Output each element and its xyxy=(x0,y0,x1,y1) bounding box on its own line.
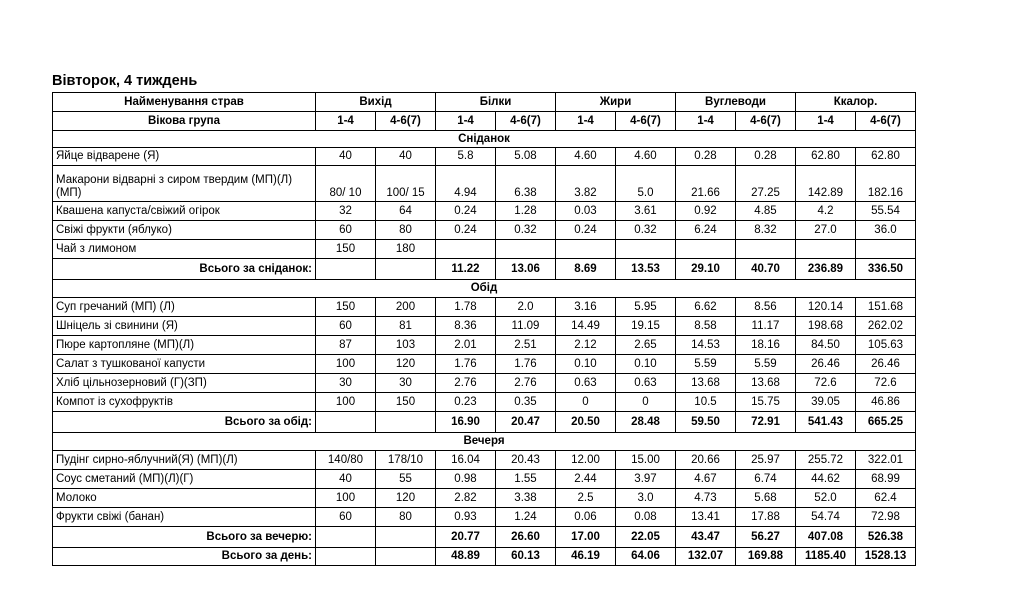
table-row xyxy=(53,470,916,489)
section-total-value: 16.90 xyxy=(436,412,496,433)
dish-value: 11.17 xyxy=(736,317,796,336)
dish-value: 80/ 10 xyxy=(316,166,376,202)
dish-value: 0.92 xyxy=(676,202,736,221)
dish-value: 52.0 xyxy=(796,489,856,508)
dish-value: 21.66 xyxy=(676,166,736,202)
dish-value: 62.80 xyxy=(856,148,916,166)
section-title: Сніданок xyxy=(53,131,916,148)
dish-value: 0.28 xyxy=(736,148,796,166)
section-total-value xyxy=(316,412,376,433)
age-group-col: 1-4 xyxy=(316,112,376,131)
age-group-col: 4-6(7) xyxy=(376,112,436,131)
table-row xyxy=(53,336,916,355)
section-total-row xyxy=(53,412,916,433)
dish-value: 6.24 xyxy=(676,221,736,240)
dish-value: 2.82 xyxy=(436,489,496,508)
dish-value: 60 xyxy=(316,221,376,240)
dish-value xyxy=(496,240,556,259)
header-dish-name: Найменування страв xyxy=(53,93,316,112)
section-total-row xyxy=(53,527,916,548)
dish-value: 32 xyxy=(316,202,376,221)
table-row xyxy=(53,148,916,166)
dish-value xyxy=(856,240,916,259)
dish-value: 12.00 xyxy=(556,451,616,470)
day-total-value: 169.88 xyxy=(736,548,796,566)
dish-value: 30 xyxy=(316,374,376,393)
day-total-row xyxy=(53,548,916,566)
dish-value: 150 xyxy=(376,393,436,412)
menu-table xyxy=(52,92,916,566)
dish-value: 1.28 xyxy=(496,202,556,221)
dish-value: 25.97 xyxy=(736,451,796,470)
dish-value: 105.63 xyxy=(856,336,916,355)
dish-value: 46.86 xyxy=(856,393,916,412)
dish-value: 26.46 xyxy=(796,355,856,374)
dish-value: 0 xyxy=(556,393,616,412)
dish-value: 0.23 xyxy=(436,393,496,412)
section-total-label: Всього за вечерю: xyxy=(53,527,316,548)
dish-name: Суп гречаний (МП) (Л) xyxy=(53,298,316,317)
dish-value: 0.24 xyxy=(436,221,496,240)
dish-value: 0.98 xyxy=(436,470,496,489)
dish-name: Квашена капуста/свіжий огірок xyxy=(53,202,316,221)
dish-name: Чай з лимоном xyxy=(53,240,316,259)
dish-value: 262.02 xyxy=(856,317,916,336)
dish-value: 4.94 xyxy=(436,166,496,202)
table-row xyxy=(53,374,916,393)
dish-value: 72.6 xyxy=(856,374,916,393)
age-group-col: 1-4 xyxy=(676,112,736,131)
dish-value: 8.58 xyxy=(676,317,736,336)
day-total-value: 64.06 xyxy=(616,548,676,566)
table-row xyxy=(53,221,916,240)
dish-value: 68.99 xyxy=(856,470,916,489)
dish-value: 5.08 xyxy=(496,148,556,166)
dish-value xyxy=(436,240,496,259)
table-row xyxy=(53,451,916,470)
day-total-value: 1528.13 xyxy=(856,548,916,566)
dish-value: 182.16 xyxy=(856,166,916,202)
dish-value: 1.55 xyxy=(496,470,556,489)
dish-value: 4.60 xyxy=(616,148,676,166)
dish-value: 0.93 xyxy=(436,508,496,527)
table-row xyxy=(53,166,916,202)
dish-value: 6.62 xyxy=(676,298,736,317)
dish-value: 1.76 xyxy=(496,355,556,374)
section-total-value: 236.89 xyxy=(796,259,856,280)
section-title-row xyxy=(53,131,916,148)
table-row xyxy=(53,489,916,508)
day-total-value: 60.13 xyxy=(496,548,556,566)
dish-value: 150 xyxy=(316,240,376,259)
section-title-row xyxy=(53,280,916,298)
dish-value: 4.2 xyxy=(796,202,856,221)
dish-value: 0 xyxy=(616,393,676,412)
dish-value: 2.12 xyxy=(556,336,616,355)
dish-value: 55 xyxy=(376,470,436,489)
dish-value: 16.04 xyxy=(436,451,496,470)
section-total-value: 40.70 xyxy=(736,259,796,280)
day-total-label: Всього за день: xyxy=(53,548,316,566)
section-total-value xyxy=(316,259,376,280)
dish-value: 100 xyxy=(316,393,376,412)
section-total-value: 407.08 xyxy=(796,527,856,548)
dish-name: Яйце відварене (Я) xyxy=(53,148,316,166)
dish-value: 6.38 xyxy=(496,166,556,202)
dish-value: 2.44 xyxy=(556,470,616,489)
dish-value: 4.67 xyxy=(676,470,736,489)
dish-value: 10.5 xyxy=(676,393,736,412)
dish-value: 54.74 xyxy=(796,508,856,527)
table-row xyxy=(53,298,916,317)
dish-value: 40 xyxy=(316,148,376,166)
dish-value: 0.10 xyxy=(556,355,616,374)
age-group-col: 4-6(7) xyxy=(736,112,796,131)
dish-value: 180 xyxy=(376,240,436,259)
dish-value: 60 xyxy=(316,317,376,336)
header-group: Вуглеводи xyxy=(676,93,796,112)
dish-value: 2.01 xyxy=(436,336,496,355)
dish-value: 3.61 xyxy=(616,202,676,221)
dish-value: 80 xyxy=(376,508,436,527)
dish-value xyxy=(736,240,796,259)
section-total-value: 13.06 xyxy=(496,259,556,280)
dish-value: 15.75 xyxy=(736,393,796,412)
dish-value: 17.88 xyxy=(736,508,796,527)
dish-value: 13.68 xyxy=(676,374,736,393)
dish-value: 30 xyxy=(376,374,436,393)
dish-value: 62.4 xyxy=(856,489,916,508)
dish-name: Фрукти свіжі (банан) xyxy=(53,508,316,527)
dish-value: 2.76 xyxy=(496,374,556,393)
section-total-value: 20.47 xyxy=(496,412,556,433)
age-group-row xyxy=(53,112,916,131)
dish-value xyxy=(676,240,736,259)
dish-value: 255.72 xyxy=(796,451,856,470)
dish-value: 87 xyxy=(316,336,376,355)
dish-value: 2.51 xyxy=(496,336,556,355)
table-row xyxy=(53,393,916,412)
section-title: Обід xyxy=(53,280,916,298)
dish-value: 1.24 xyxy=(496,508,556,527)
section-total-value xyxy=(376,527,436,548)
section-title-row xyxy=(53,433,916,451)
dish-name: Шніцель зі свинини (Я) xyxy=(53,317,316,336)
dish-value: 0.28 xyxy=(676,148,736,166)
dish-value: 8.32 xyxy=(736,221,796,240)
dish-value: 1.76 xyxy=(436,355,496,374)
dish-value: 81 xyxy=(376,317,436,336)
section-total-value: 28.48 xyxy=(616,412,676,433)
dish-value: 19.15 xyxy=(616,317,676,336)
dish-value: 4.73 xyxy=(676,489,736,508)
dish-value: 142.89 xyxy=(796,166,856,202)
dish-value: 20.43 xyxy=(496,451,556,470)
dish-value: 26.46 xyxy=(856,355,916,374)
age-group-col: 4-6(7) xyxy=(616,112,676,131)
dish-value: 84.50 xyxy=(796,336,856,355)
page-title: Вівторок, 4 тиждень xyxy=(52,73,198,89)
dish-value: 3.97 xyxy=(616,470,676,489)
section-total-value: 541.43 xyxy=(796,412,856,433)
dish-value: 150 xyxy=(316,298,376,317)
dish-value: 8.56 xyxy=(736,298,796,317)
dish-value: 13.41 xyxy=(676,508,736,527)
age-group-col: 4-6(7) xyxy=(856,112,916,131)
section-title: Вечеря xyxy=(53,433,916,451)
dish-value: 5.68 xyxy=(736,489,796,508)
table-row xyxy=(53,355,916,374)
dish-name: Салат з тушкованої капусти xyxy=(53,355,316,374)
day-total-value: 46.19 xyxy=(556,548,616,566)
dish-value: 120 xyxy=(376,489,436,508)
section-total-value: 56.27 xyxy=(736,527,796,548)
dish-value: 4.60 xyxy=(556,148,616,166)
age-group-col: 1-4 xyxy=(436,112,496,131)
dish-value: 0.63 xyxy=(616,374,676,393)
dish-value: 62.80 xyxy=(796,148,856,166)
dish-value: 15.00 xyxy=(616,451,676,470)
dish-value: 5.59 xyxy=(676,355,736,374)
day-total-value: 1185.40 xyxy=(796,548,856,566)
age-group-label: Вікова група xyxy=(53,112,316,131)
dish-value: 0.08 xyxy=(616,508,676,527)
header-group: Білки xyxy=(436,93,556,112)
section-total-value xyxy=(376,412,436,433)
dish-value: 27.0 xyxy=(796,221,856,240)
dish-value: 3.82 xyxy=(556,166,616,202)
table-row xyxy=(53,240,916,259)
dish-value: 3.16 xyxy=(556,298,616,317)
table-row xyxy=(53,508,916,527)
dish-name: Соус сметаний (МП)(Л)(Г) xyxy=(53,470,316,489)
section-total-value: 526.38 xyxy=(856,527,916,548)
dish-value: 151.68 xyxy=(856,298,916,317)
dish-value: 18.16 xyxy=(736,336,796,355)
dish-value: 40 xyxy=(376,148,436,166)
dish-name: Свіжі фрукти (яблуко) xyxy=(53,221,316,240)
dish-value: 0.32 xyxy=(616,221,676,240)
section-total-value: 20.77 xyxy=(436,527,496,548)
dish-value: 5.59 xyxy=(736,355,796,374)
dish-value: 64 xyxy=(376,202,436,221)
section-total-value: 22.05 xyxy=(616,527,676,548)
header-row xyxy=(53,93,916,112)
dish-value: 140/80 xyxy=(316,451,376,470)
dish-value: 6.74 xyxy=(736,470,796,489)
dish-value: 5.95 xyxy=(616,298,676,317)
dish-value: 40 xyxy=(316,470,376,489)
dish-value: 39.05 xyxy=(796,393,856,412)
section-total-value: 59.50 xyxy=(676,412,736,433)
age-group-col: 1-4 xyxy=(796,112,856,131)
section-total-value: 43.47 xyxy=(676,527,736,548)
age-group-col: 1-4 xyxy=(556,112,616,131)
day-total-value: 132.07 xyxy=(676,548,736,566)
dish-value: 14.53 xyxy=(676,336,736,355)
dish-value: 3.38 xyxy=(496,489,556,508)
section-total-value: 336.50 xyxy=(856,259,916,280)
dish-value: 72.98 xyxy=(856,508,916,527)
dish-value xyxy=(616,240,676,259)
dish-value: 2.65 xyxy=(616,336,676,355)
dish-value: 20.66 xyxy=(676,451,736,470)
dish-value: 322.01 xyxy=(856,451,916,470)
dish-value: 0.03 xyxy=(556,202,616,221)
section-total-value: 665.25 xyxy=(856,412,916,433)
dish-name: Пудінг сирно-яблучний(Я) (МП)(Л) xyxy=(53,451,316,470)
dish-value: 178/10 xyxy=(376,451,436,470)
dish-value: 27.25 xyxy=(736,166,796,202)
dish-value: 72.6 xyxy=(796,374,856,393)
age-group-col: 4-6(7) xyxy=(496,112,556,131)
dish-value: 2.0 xyxy=(496,298,556,317)
dish-value: 200 xyxy=(376,298,436,317)
dish-name: Пюре картопляне (МП)(Л) xyxy=(53,336,316,355)
dish-value: 5.8 xyxy=(436,148,496,166)
dish-value: 4.85 xyxy=(736,202,796,221)
dish-value: 100 xyxy=(316,489,376,508)
dish-value: 198.68 xyxy=(796,317,856,336)
dish-value: 0.06 xyxy=(556,508,616,527)
dish-value: 103 xyxy=(376,336,436,355)
dish-value: 55.54 xyxy=(856,202,916,221)
dish-value: 0.10 xyxy=(616,355,676,374)
dish-name: Макарони відварні з сиром твердим (МП)(Л)(МП) xyxy=(53,166,316,202)
section-total-value: 20.50 xyxy=(556,412,616,433)
dish-value: 0.24 xyxy=(556,221,616,240)
dish-value: 14.49 xyxy=(556,317,616,336)
section-total-value: 72.91 xyxy=(736,412,796,433)
section-total-row xyxy=(53,259,916,280)
day-total-value xyxy=(316,548,376,566)
section-total-value: 29.10 xyxy=(676,259,736,280)
dish-value: 3.0 xyxy=(616,489,676,508)
dish-value: 100 xyxy=(316,355,376,374)
table-row xyxy=(53,202,916,221)
dish-value: 60 xyxy=(316,508,376,527)
dish-value: 1.78 xyxy=(436,298,496,317)
day-total-value xyxy=(376,548,436,566)
dish-value: 8.36 xyxy=(436,317,496,336)
dish-value: 0.32 xyxy=(496,221,556,240)
section-total-label: Всього за обід: xyxy=(53,412,316,433)
dish-value xyxy=(796,240,856,259)
dish-name: Хліб цільнозерновий (Г)(ЗП) xyxy=(53,374,316,393)
section-total-value: 13.53 xyxy=(616,259,676,280)
section-total-value xyxy=(316,527,376,548)
dish-value: 44.62 xyxy=(796,470,856,489)
section-total-value xyxy=(376,259,436,280)
table-row xyxy=(53,317,916,336)
dish-value: 120.14 xyxy=(796,298,856,317)
dish-value: 0.35 xyxy=(496,393,556,412)
header-group: Вихід xyxy=(316,93,436,112)
section-total-label: Всього за сніданок: xyxy=(53,259,316,280)
header-group: Ккалор. xyxy=(796,93,916,112)
dish-value xyxy=(556,240,616,259)
day-total-value: 48.89 xyxy=(436,548,496,566)
dish-value: 2.5 xyxy=(556,489,616,508)
section-total-value: 8.69 xyxy=(556,259,616,280)
dish-value: 36.0 xyxy=(856,221,916,240)
dish-value: 5.0 xyxy=(616,166,676,202)
dish-name: Компот із сухофруктів xyxy=(53,393,316,412)
dish-name: Молоко xyxy=(53,489,316,508)
dish-value: 0.63 xyxy=(556,374,616,393)
dish-value: 100/ 15 xyxy=(376,166,436,202)
section-total-value: 17.00 xyxy=(556,527,616,548)
dish-value: 2.76 xyxy=(436,374,496,393)
dish-value: 13.68 xyxy=(736,374,796,393)
header-group: Жири xyxy=(556,93,676,112)
dish-value: 120 xyxy=(376,355,436,374)
section-total-value: 26.60 xyxy=(496,527,556,548)
dish-value: 0.24 xyxy=(436,202,496,221)
section-total-value: 11.22 xyxy=(436,259,496,280)
dish-value: 80 xyxy=(376,221,436,240)
dish-value: 11.09 xyxy=(496,317,556,336)
